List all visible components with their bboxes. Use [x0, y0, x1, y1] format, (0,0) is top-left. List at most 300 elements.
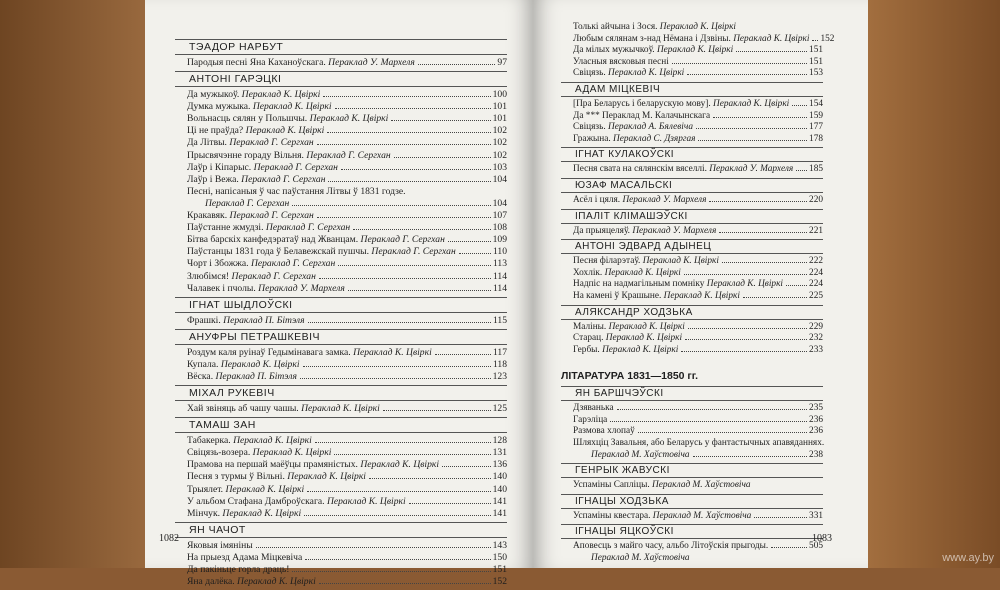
entry-text	[573, 480, 751, 492]
toc-entry	[175, 359, 507, 371]
entry-title: Думка мужыка.	[187, 101, 251, 113]
entry-text	[573, 279, 783, 291]
entry-page: 236	[809, 426, 823, 437]
dot-leader	[315, 442, 491, 443]
entry-translator: Пераклад Г. Сергхан	[306, 149, 391, 161]
entry-text	[573, 541, 768, 553]
entry-text	[187, 234, 445, 246]
dot-leader	[719, 232, 807, 233]
entry-translator: Пераклад К. Цвіркі	[605, 333, 683, 344]
author-heading: ЮЗАФ МАСАЛЬСКІ	[561, 178, 823, 193]
toc-entry	[175, 564, 507, 576]
entry-title: Прамова на першай маёўцы прамяністых.	[187, 459, 358, 471]
entry-text	[187, 347, 432, 359]
entry-page: 152	[492, 576, 507, 588]
toc-entry	[561, 345, 823, 357]
entry-text	[187, 564, 289, 576]
entry-title: Чалавек і пчолы.	[187, 282, 256, 294]
author-heading: ТАМАШ ЗАН	[175, 417, 507, 433]
entry-translator: Пераклад К. Цвіркі	[659, 22, 737, 32]
entry-text	[573, 111, 710, 123]
entry-translator: Пераклад У. Мархеля	[622, 194, 707, 205]
entry-text	[187, 484, 304, 496]
dot-leader	[610, 421, 807, 422]
entry-translator: Пераклад К. Цвіркі	[656, 45, 734, 56]
entry-text	[187, 271, 316, 283]
author-heading: АНТОНІ ГАРЭЦКІ	[175, 71, 507, 87]
toc-entry	[175, 552, 507, 564]
entry-translator: Пераклад А. Бялевіча	[608, 122, 693, 133]
toc-entry	[561, 33, 835, 46]
toc-entry	[561, 553, 823, 565]
entry-title: Успаміны Сапліцы.	[573, 480, 650, 491]
dot-leader	[693, 456, 807, 457]
entry-title: Купала.	[187, 358, 219, 370]
entry-page: 235	[809, 403, 823, 414]
toc-entry	[561, 195, 823, 207]
entry-text	[187, 210, 314, 222]
entry-text	[187, 359, 300, 371]
entry-translator: Пераклад Г. Сергхан	[265, 222, 351, 234]
author-heading: ІГНАЦЫ ХОДЗЬКА	[561, 494, 823, 509]
entry-title: Хай звіняць аб чашу чашы.	[187, 403, 299, 415]
entry-page: 102	[492, 125, 507, 137]
dot-leader	[786, 285, 807, 286]
toc-section	[175, 385, 507, 415]
entry-text	[187, 162, 338, 174]
entry-translator: Пераклад К. Цвіркі	[602, 344, 679, 355]
toc-entry	[561, 164, 823, 176]
entry-translator: Пераклад Г. Сергхан	[241, 173, 326, 185]
entry-text	[573, 195, 706, 207]
dot-leader	[743, 297, 807, 298]
entry-page: 224	[809, 279, 823, 290]
dot-leader	[305, 559, 490, 560]
toc-entry	[175, 347, 507, 359]
entry-page: 104	[492, 173, 507, 185]
entry-page: 152	[820, 33, 835, 44]
entry-translator: Пераклад К. Цвіркі	[252, 447, 332, 459]
entry-page: 123	[492, 370, 507, 382]
entry-translator: Пераклад К. Цвіркі	[608, 321, 685, 332]
author-heading: ІГНАЦЫ ЯЦКОЎСКІ	[561, 524, 823, 539]
entry-title: Песня філарэтаў.	[573, 256, 641, 267]
entry-text	[187, 222, 350, 234]
entry-text	[573, 345, 678, 357]
dot-leader	[327, 132, 490, 133]
entry-title: Трыялет.	[187, 483, 224, 495]
entry-page: 110	[492, 246, 507, 258]
entry-translator: Пераклад К. Цвіркі	[225, 483, 305, 495]
entry-title: Надпіс на надмагільным помніку	[573, 279, 705, 290]
entry-translator: Пераклад Г. Сергхан	[371, 246, 456, 258]
entry-page: 97	[497, 57, 507, 68]
entry-title: Размова хлопаў	[573, 426, 635, 437]
entry-page: 141	[492, 507, 507, 519]
entry-translator: Пераклад Г. Сергхан	[229, 137, 314, 149]
entry-title: Гербы.	[573, 344, 600, 355]
dot-leader	[792, 105, 807, 106]
entry-text	[573, 134, 695, 146]
author-heading: ГЕНРЫК ЖАВУСКІ	[561, 463, 823, 478]
entry-translator: Пераклад Г. Сергхан	[205, 197, 290, 209]
entry-text	[573, 68, 684, 80]
dot-leader	[338, 265, 491, 266]
dot-leader	[672, 63, 807, 64]
entry-text	[187, 371, 297, 383]
dot-leader	[383, 410, 491, 411]
toc-entry	[561, 226, 823, 238]
toc-entry	[561, 541, 823, 553]
entry-translator: Пераклад П. Бітэля	[223, 314, 305, 326]
author-heading: ІГНАТ ШЫДЛОЎСКІ	[175, 297, 507, 313]
entry-page: 114	[492, 270, 507, 282]
toc-entry	[175, 508, 507, 520]
entry-translator: Пераклад Г. Сергхан	[250, 258, 336, 270]
toc-entry	[561, 22, 823, 34]
left-page-number: 1082	[159, 533, 179, 544]
entry-title: Паўстанне жмудзі.	[187, 222, 264, 234]
entry-title: Вёска.	[187, 370, 214, 382]
entry-page: 101	[492, 113, 507, 125]
entry-title: Гарэліца	[573, 414, 608, 425]
dot-leader	[448, 241, 491, 242]
entry-page: 222	[809, 256, 823, 267]
entry-translator: Пераклад М. Хаўстовіча	[651, 480, 751, 491]
entry-page: 125	[492, 403, 507, 415]
dot-leader	[709, 201, 807, 202]
toc-entry	[175, 471, 507, 483]
entry-text	[187, 283, 345, 295]
entry-page: 236	[809, 414, 823, 425]
dot-leader	[307, 491, 490, 492]
entry-title: Любым сялянам з-над Нёмана і Дзвіны.	[573, 33, 731, 44]
entry-title: У альбом Стафана Дамброўскага.	[187, 495, 325, 507]
entry-title: Роздум каля руінаў Гедымінавага замка.	[187, 346, 351, 358]
entry-translator: Пераклад К. Цвіркі	[642, 256, 719, 267]
entry-text	[573, 164, 793, 176]
entry-page: 153	[809, 68, 823, 79]
toc-entry	[561, 480, 823, 492]
entry-page: 225	[809, 290, 823, 301]
table-right	[865, 0, 1000, 568]
toc-entry	[561, 68, 823, 80]
entry-translator: Пераклад К. Цвіркі	[360, 459, 440, 471]
toc-entry	[175, 57, 507, 69]
entry-title: Маліны.	[573, 321, 607, 332]
toc-entry	[175, 258, 507, 270]
toc-entry	[561, 291, 823, 303]
dot-leader	[418, 64, 496, 65]
entry-translator: Пераклад К. Цвіркі	[713, 98, 790, 109]
toc-entry	[561, 57, 823, 69]
entry-page: 178	[809, 133, 823, 144]
entry-text	[187, 496, 406, 508]
entry-title: [Пра Беларусь і беларускую мову].	[573, 98, 711, 109]
entry-title: Аповесць з майго часу, альбо Літоўскія прыгоды.	[573, 541, 769, 552]
author-heading: АДАМ МІЦКЕВІЧ	[561, 82, 823, 97]
entry-page: 103	[492, 161, 507, 173]
toc-entry	[175, 271, 507, 283]
entry-title: Бітва барскіх канфедэратаў над Жванцам.	[187, 234, 359, 246]
entry-title: Ці не праўда?	[187, 125, 244, 137]
entry-text	[187, 471, 366, 483]
entry-page: 331	[809, 510, 823, 521]
entry-page: 114	[492, 282, 507, 294]
entry-page: 140	[492, 471, 507, 483]
toc-entry	[561, 511, 823, 523]
entry-translator: Пераклад Г. Сергхан	[231, 270, 316, 282]
toc-entry	[561, 111, 823, 123]
entry-page: 115	[492, 314, 507, 326]
entry-page: 141	[492, 495, 507, 507]
dot-leader	[459, 253, 491, 254]
toc-entry	[175, 198, 507, 210]
entry-text	[187, 508, 301, 520]
entry-text	[187, 150, 391, 162]
dot-leader	[292, 571, 490, 572]
entry-text	[573, 99, 789, 111]
entry-text	[187, 186, 406, 198]
entry-translator: Пераклад М. Хаўстовіча	[652, 510, 752, 521]
entry-text	[573, 403, 614, 415]
dot-leader	[687, 74, 807, 75]
author-heading: ЯН ЧАЧОТ	[175, 522, 507, 538]
entry-text	[187, 403, 380, 415]
entry-title: Да пакіньце горла драць!	[187, 564, 290, 575]
toc-section	[175, 417, 507, 520]
dot-leader	[308, 322, 491, 323]
toc-entry	[175, 186, 507, 198]
entry-title: Фрашкі.	[187, 314, 221, 326]
entry-title: Табакерка.	[187, 435, 231, 447]
entry-text	[573, 22, 736, 34]
toc-entry	[175, 113, 507, 125]
entry-text	[187, 246, 456, 258]
toc-section	[561, 82, 823, 145]
toc-entry	[175, 484, 507, 496]
toc-entry	[175, 576, 507, 588]
dot-leader	[698, 140, 807, 141]
entry-translator: Пераклад С. Дзяргая	[613, 133, 696, 144]
entry-page: 102	[492, 149, 507, 161]
toc-entry	[561, 450, 823, 462]
toc-section	[561, 209, 823, 238]
toc-entry	[561, 99, 823, 111]
author-heading: АНУФРЫ ПЕТРАШКЕВІЧ	[175, 329, 507, 345]
toc-entry	[561, 279, 823, 291]
toc-section	[175, 329, 507, 383]
entry-text	[187, 57, 415, 69]
entry-text	[573, 256, 719, 268]
entry-page: 224	[809, 267, 823, 278]
entry-title: Да мілых мужычкоў.	[573, 45, 655, 56]
entry-title: Дзяванька	[573, 403, 614, 414]
toc-entry	[561, 122, 823, 134]
entry-title: На камені ў Крашыне.	[573, 290, 662, 301]
entry-title: Песні, напісаныя ў час паўстання Літвы ў 1831 годзе.	[187, 185, 406, 197]
dot-leader	[319, 278, 491, 279]
toc-entry	[175, 246, 507, 258]
dot-leader	[638, 432, 807, 433]
author-heading: ЯН БАРШЧЭЎСКІ	[561, 386, 823, 401]
entry-page: 118	[492, 358, 507, 370]
toc-entry	[561, 426, 823, 438]
entry-page: 107	[492, 210, 507, 222]
author-heading: АЛЯКСАНДР ХОДЗЬКА	[561, 305, 823, 320]
author-heading: АНТОНІ ЭДВАРД АДЫНЕЦ	[561, 239, 823, 254]
entry-text	[573, 438, 824, 450]
toc-section	[175, 39, 507, 69]
entry-translator: Пераклад К. Цвіркі	[604, 267, 681, 278]
dot-leader	[292, 205, 490, 206]
toc-section	[561, 386, 823, 461]
entry-text	[573, 45, 733, 57]
dot-leader	[685, 339, 807, 340]
entry-title: Да Літвы.	[187, 137, 227, 149]
dot-leader	[435, 354, 491, 355]
entry-text	[187, 459, 439, 471]
dot-leader	[256, 547, 491, 548]
entry-translator: Пераклад К. Цвіркі	[353, 346, 432, 358]
toc-entry	[175, 315, 507, 327]
entry-translator: Пераклад К. Цвіркі	[241, 89, 321, 101]
toc-entry	[561, 403, 823, 415]
dot-leader	[317, 217, 491, 218]
entry-text	[573, 57, 669, 69]
entry-title: Прысвячэнне гораду Вільня.	[187, 149, 304, 161]
entry-text	[187, 435, 312, 447]
toc-entry	[175, 174, 507, 186]
entry-page: 108	[492, 222, 507, 234]
entry-title: Яна далёка.	[187, 576, 235, 588]
entry-title: Шляхціц Завальня, або Беларусь у фантастычных апавяданнях.	[573, 438, 825, 449]
entry-title: Асёл і цяля.	[573, 194, 621, 205]
entry-text	[187, 174, 325, 186]
entry-text	[573, 426, 635, 438]
entry-title: Яковыя імяніны	[187, 539, 253, 551]
entry-page: 154	[809, 98, 823, 109]
entry-title: Паўстанцы 1831 года ў Белавежскай пушчы.	[187, 246, 370, 258]
toc-entry	[175, 137, 507, 149]
entry-title: Злюбімся!	[187, 270, 230, 282]
toc-entry	[175, 89, 507, 101]
toc-entry	[561, 134, 823, 146]
entry-page: 117	[492, 346, 507, 358]
toc-entry	[175, 125, 507, 137]
entry-title: Успаміны квестара.	[573, 510, 651, 521]
entry-text	[187, 540, 253, 552]
left-page	[145, 0, 533, 588]
dot-leader	[688, 328, 807, 329]
entry-page: 151	[809, 56, 823, 67]
toc-entry	[175, 371, 507, 383]
toc-entry	[561, 415, 823, 427]
toc-entry	[175, 162, 507, 174]
toc-section	[175, 522, 507, 588]
dot-leader	[812, 40, 818, 41]
author-heading: ТЭАДОР НАРБУТ	[175, 39, 507, 55]
toc-section	[561, 524, 823, 564]
entry-translator: Пераклад К. Цвіркі	[309, 113, 389, 125]
dot-leader	[722, 262, 807, 263]
entry-translator: Пераклад П. Бітэля	[215, 370, 297, 382]
author-heading: МІХАЛ РУКЕВІЧ	[175, 385, 507, 401]
period-heading: ЛІТАРАТУРА 1831—1850 гг.	[561, 370, 699, 383]
table-left	[0, 0, 150, 568]
entry-text	[187, 315, 305, 327]
entry-title: Хохлік.	[573, 267, 603, 278]
entry-translator: Пераклад У. Мархеля	[632, 225, 717, 236]
toc-section	[561, 494, 823, 523]
toc-entry	[561, 268, 823, 280]
entry-translator: Пераклад Г. Сергхан	[360, 234, 445, 246]
entry-translator: Пераклад К. Цвіркі	[245, 125, 325, 137]
toc-section	[561, 463, 823, 492]
author-heading: ІГНАТ КУЛАКОЎСКІ	[561, 147, 823, 162]
entry-title: Уласныя вясковыя песні	[573, 56, 669, 67]
toc-entry	[175, 403, 507, 415]
dot-leader	[353, 229, 490, 230]
dot-leader	[335, 108, 491, 109]
entry-translator: Пераклад К. Цвіркі	[326, 495, 406, 507]
entry-page: 229	[809, 321, 823, 332]
entry-text	[187, 101, 332, 113]
entry-title: Лаўр і Вежа.	[187, 173, 239, 185]
right-toc	[561, 22, 835, 567]
entry-translator: Пераклад К. Цвіркі	[608, 68, 685, 79]
toc-section	[561, 178, 823, 207]
entry-title: Вольнасць сялян у Польшчы.	[187, 113, 308, 125]
entry-translator: Пераклад К. Цвіркі	[287, 471, 366, 483]
toc-entry	[561, 256, 823, 268]
entry-title: Да мужыкоў.	[187, 89, 240, 101]
dot-leader	[304, 515, 491, 516]
entry-title: Песня свата на сялянскім вяселлі.	[573, 164, 707, 175]
dot-leader	[754, 517, 807, 518]
entry-translator: Пераклад К. Цвіркі	[252, 101, 332, 113]
entry-text	[187, 576, 316, 588]
entry-page: 102	[492, 137, 507, 149]
toc-section	[175, 297, 507, 327]
dot-leader	[696, 128, 807, 129]
entry-text	[205, 198, 289, 210]
dot-leader	[617, 409, 807, 410]
entry-title: Чорт і Збожжа.	[187, 258, 249, 270]
entry-title: Да *** Пераклад М. Калачынскага	[573, 110, 711, 121]
entry-text	[573, 34, 809, 46]
entry-page: 131	[492, 447, 507, 459]
entry-title: Свіцязь-возера.	[187, 447, 251, 459]
entry-translator: Пераклад М. Хаўстовіча	[591, 449, 690, 460]
dot-leader	[736, 51, 807, 52]
entry-page: 233	[809, 344, 823, 355]
toc-section	[175, 71, 507, 295]
author-heading: ІПАЛІТ КЛІМАШЭЎСКІ	[561, 209, 823, 224]
entry-text	[187, 89, 320, 101]
dot-leader	[391, 120, 490, 121]
dot-leader	[317, 144, 491, 145]
entry-text	[591, 450, 690, 462]
toc-entry	[175, 234, 507, 246]
right-page	[533, 0, 868, 568]
dot-leader	[348, 290, 491, 291]
entry-translator: Пераклад Г. Сергхан	[253, 161, 338, 173]
toc-section	[561, 239, 823, 302]
entry-translator: Пераклад К. Цвіркі	[663, 290, 740, 301]
entry-translator: Пераклад К. Цвіркі	[237, 576, 316, 588]
entry-translator: Пераклад М. Хаўстовіча	[591, 553, 690, 564]
